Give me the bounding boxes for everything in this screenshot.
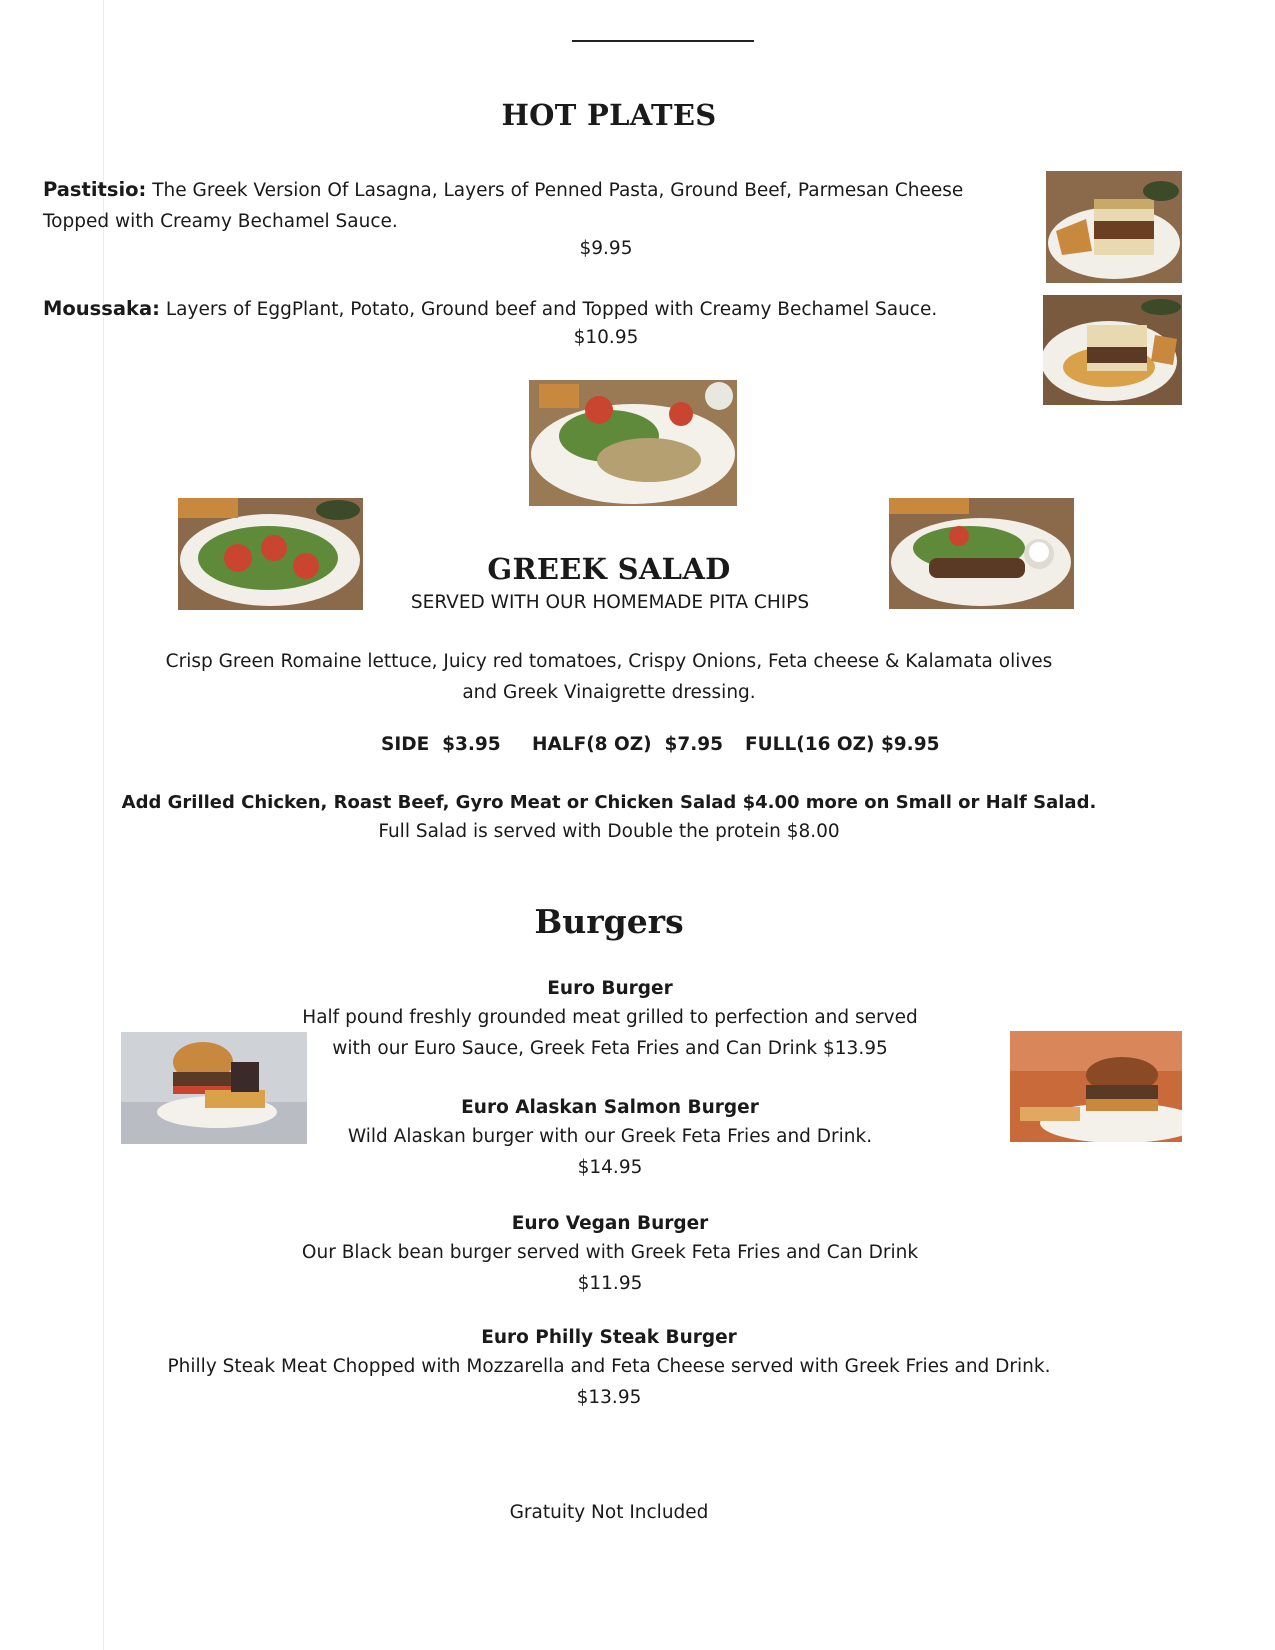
philly-burger-line1: Philly Steak Meat Chopped with Mozzarella and Feta Cheese served with Greek Fries and Drink. <box>167 1356 1051 1377</box>
size-side-price: $3.95 <box>442 734 501 755</box>
size-half-label: HALF(8 OZ) <box>532 734 652 755</box>
euro-burger-photo-icon <box>121 1032 307 1144</box>
pastitsio-name: Pastitsio: <box>43 178 147 201</box>
salmon-burger-name: Euro Alaskan Salmon Burger <box>461 1097 759 1118</box>
size-side-label: SIDE <box>381 734 430 755</box>
greek-salad-title: GREEK SALAD <box>487 552 731 586</box>
vegan-burger-item <box>150 1210 1070 1299</box>
philly-burger-line2: $13.95 <box>576 1387 642 1408</box>
vegan-burger-line1: Our Black bean burger served with Greek Feta Fries and Can Drink <box>301 1242 919 1263</box>
pastitsio-price: $9.95 <box>579 238 633 259</box>
gyro-salad-photo-icon <box>889 498 1074 609</box>
salmon-burger-line2: $14.95 <box>577 1157 643 1178</box>
philly-burger-name: Euro Philly Steak Burger <box>481 1327 737 1348</box>
greek-salad-description <box>100 646 1118 708</box>
pastitsio-photo-icon <box>1046 171 1182 283</box>
moussaka-name: Moussaka: <box>43 297 160 320</box>
size-half-price: $7.95 <box>664 734 724 755</box>
size-full-price: $9.95 <box>880 734 940 755</box>
moussaka-photo-icon <box>1043 295 1182 405</box>
chicken-salad-photo-icon <box>529 380 737 506</box>
greek-salad-description-1: Crisp Green Romaine lettuce, Juicy red tomatoes, Crispy Onions, Feta cheese & Kalamata olives <box>165 651 1053 672</box>
size-half <box>532 734 723 755</box>
pastitsio-description-1: The Greek Version Of Lasagna, Layers of Penned Pasta, Ground Beef, Parmesan Cheese <box>152 180 964 201</box>
top-divider <box>572 40 754 42</box>
pastitsio-item <box>43 174 1003 237</box>
greek-salad-subtitle: SERVED WITH OUR HOMEMADE PITA CHIPS <box>410 592 810 613</box>
size-full-label: FULL(16 OZ) <box>745 734 875 755</box>
salmon-burger-photo-icon <box>1010 1031 1182 1142</box>
moussaka-description: Layers of EggPlant, Potato, Ground beef and Topped with Creamy Bechamel Sauce. <box>165 299 938 320</box>
hot-plates-title: HOT PLATES <box>501 98 717 132</box>
size-side <box>381 734 501 755</box>
pastitsio-description-2: Topped with Creamy Bechamel Sauce. <box>43 211 398 232</box>
vegan-burger-name: Euro Vegan Burger <box>511 1213 709 1234</box>
moussaka-price: $10.95 <box>573 327 639 348</box>
philly-burger-item <box>100 1324 1118 1413</box>
gratuity-note: Gratuity Not Included <box>509 1502 709 1523</box>
burgers-title: Burgers <box>534 902 684 941</box>
greek-salad-description-2: and Greek Vinaigrette dressing. <box>462 682 756 703</box>
salad-addon-note: Full Salad is served with Double the protein $8.00 <box>378 821 840 842</box>
moussaka-item <box>43 293 1023 325</box>
vegan-burger-line2: $11.95 <box>577 1273 643 1294</box>
euro-burger-line2: with our Euro Sauce, Greek Feta Fries and Can Drink $13.95 <box>332 1038 888 1059</box>
salad-addon-line: Add Grilled Chicken, Roast Beef, Gyro Meat or Chicken Salad $4.00 more on Small or Half Salad. <box>121 792 1097 813</box>
salmon-burger-line1: Wild Alaskan burger with our Greek Feta Fries and Drink. <box>347 1126 873 1147</box>
greek-salad-photo-icon <box>178 498 363 610</box>
euro-burger-line1: Half pound freshly grounded meat grilled to perfection and served <box>302 1007 918 1028</box>
euro-burger-name: Euro Burger <box>547 978 673 999</box>
size-full <box>745 734 939 755</box>
